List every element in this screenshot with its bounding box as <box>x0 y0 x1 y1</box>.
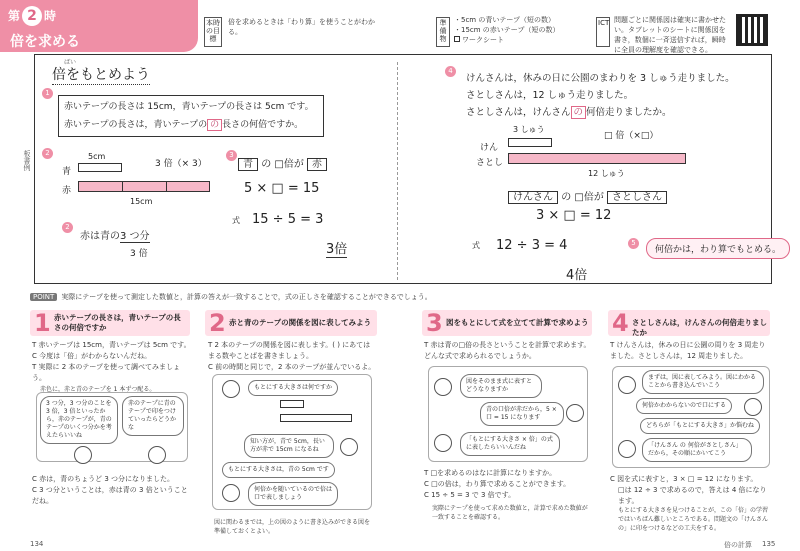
ict-text: 問題ごとに関係図は確実に書かせたい。タブレットのシートに関係図を書き，数個に一斉送信すれば，瞬時に全員の理解度を確認できる。 <box>614 16 726 54</box>
equation-right: 3 × □ = 12 <box>536 208 612 223</box>
times-label-right: □ 倍（×□） <box>604 131 659 141</box>
lesson-number: 第 2 時 <box>8 8 57 24</box>
red-tape <box>78 181 210 192</box>
student-face-icon <box>566 404 584 422</box>
ken-label: けん <box>480 143 499 153</box>
bubble: どちらが「もとにする大きさ」か悩むね <box>640 418 760 434</box>
problem-right: けんさんは，休みの日に公園のまわりを 3 しゅう走りました。 さとしさんは，12 しゅう走りました。 さとしさんは，けんさん の 何倍走りましたか。 <box>466 73 735 118</box>
step-3-marker: 3 <box>226 150 237 161</box>
tape-mark <box>122 181 123 192</box>
page-number-right: 135 <box>762 540 776 548</box>
qr-code-icon[interactable] <box>736 14 768 46</box>
goal-tag: 本時の目標 <box>204 17 222 47</box>
bubble: 「けんさん の 何倍がさとしさん」だから，その順にかいてこう <box>642 438 752 462</box>
red-length: 15cm <box>130 197 153 206</box>
bubble: 図をそのまま式に表すとどうなりますか <box>460 374 542 398</box>
bubble: 3 つ分，3 つ分のことを 3 倍，3 倍といったから，赤のテープが，青のテープのいくつ分かを考えたらいいね <box>40 396 118 444</box>
bubble: 何倍かを随いているので倍は口で表しましょう <box>248 482 338 506</box>
section-3-body: T 赤は青の□倍の長さということを計算で求めます。どんな式で求められるでしょうか。 <box>424 341 591 360</box>
blue-length: 5cm <box>88 152 106 161</box>
satoshi-tape <box>508 153 686 164</box>
note-sub-left: 3 倍 <box>130 249 148 259</box>
board-title: 倍をもとめよう <box>52 64 150 85</box>
section-2-header: 2 赤と青のテープの関係を図に表してみよう <box>205 310 377 336</box>
answer-right: 4倍 <box>566 264 587 284</box>
worksheet-icon <box>454 36 460 42</box>
bubble: もとにする大きさは，青の 5cm です <box>222 462 335 478</box>
formula-left: 15 ÷ 5 = 3 <box>252 212 324 227</box>
diagram-tape <box>280 400 304 408</box>
bubble: 「もとにする大きさ × 倍」の式に表したらいいんだね <box>460 432 560 456</box>
bubble: 何倍かわからないので口にする <box>636 398 732 414</box>
goal-text: 倍を求めるときは「わり算」を使うことがわかる。 <box>228 18 375 36</box>
section-3-tail: T □を求めるのはなに計算になりますか。 C □の倍は，わり算で求めることができます。 C 15 ÷ 5 = 3 で 3 倍です。 <box>424 469 571 499</box>
section-2-foot: 図に関わるまでは，上の図のように書き込みができる図を準備しておくとよい。 <box>214 519 371 535</box>
lesson-title: 倍を求める <box>10 34 80 50</box>
step-note-marker: 2 <box>62 222 73 233</box>
section-4-header: 4 さとしさんは，けんさんの何倍走りましたか <box>608 310 770 336</box>
section-4-tail: C 図を式に表すと，3 × □ = 12 になります。 □は 12 ÷ 3 で求めるので，答えは 4 倍になります。 <box>610 475 767 505</box>
summary-box: 何倍かは，わり算でもとめる。 <box>646 238 790 259</box>
formula-tag-left: 式 <box>232 216 240 225</box>
title-ruby: ばい <box>64 59 77 66</box>
ken-length: 3 しゅう <box>513 125 545 134</box>
student-face-icon <box>434 434 452 452</box>
blue-tape <box>78 163 122 172</box>
materials-list: ・5cm の青いテープ（短の数） ・15cm の赤いテープ（短の数） ワークシート <box>454 16 560 44</box>
ict-tag: ICT <box>596 17 610 47</box>
footer-section: 倍の計算 <box>724 541 752 549</box>
materials-tag: 準備物 <box>436 17 450 47</box>
section-1-header: 1 赤いテープの長さは，青いテープの長さの何倍ですか <box>30 310 190 336</box>
bubble: 知い方が，青で 5cm，長い方が赤で 15cm になるね <box>244 434 334 458</box>
section-1-body: T 赤いテープは 15cm，青いテープは 5cm です。 C 今度は「倍」がわからないんだね。 T 実際に 2 本のテープを使って調べてみましょう。 赤色に，赤と青のテープを 1 本ずつ配る。 <box>32 341 191 393</box>
step-1-marker: 1 <box>42 88 53 99</box>
student-face-icon <box>744 398 762 416</box>
bubble: まずは，図に表してみよう。図にわかることから書き込んでいこう <box>642 370 764 394</box>
section-4-foot: もとにする大きさを見つけることが，この「倍」の学習ではいちばん難しいところである。問題文の「けんさん の」に印をつけるなどの工夫をする。 <box>618 507 769 532</box>
relation-right: けんさん の □倍が さとしさん <box>508 188 667 203</box>
equation-left: 5 × □ = 15 <box>244 181 320 196</box>
satoshi-label: さとし <box>476 158 504 168</box>
point-note: POINT 実際にテープを使って測定した数値と，計算の答えが一致することで，式の正しさを確認することができるでしょう。 <box>30 292 432 302</box>
bubble: もとにする大きさは何ですか <box>248 380 338 396</box>
board-label: 板書例 <box>23 150 31 171</box>
student-face-icon <box>618 440 636 458</box>
tape-mark <box>166 181 167 192</box>
relation-left: 青 の □倍が 赤 <box>238 155 327 170</box>
section-1-tail: C 赤は，青のちょうど 3 つ分になりました。 C 3 つ分ということは，赤は青の 3 倍ということだね。 <box>32 475 188 505</box>
student-face-icon <box>340 438 358 456</box>
satoshi-length: 12 しゅう <box>588 169 625 178</box>
page-number-left: 134 <box>30 540 44 548</box>
formula-right: 12 ÷ 3 = 4 <box>496 238 568 253</box>
step-2-marker: 2 <box>42 148 53 159</box>
ken-tape <box>508 138 552 147</box>
step-4-marker: 4 <box>445 66 456 77</box>
bubble: 青の口倍が赤だから，5 × 口 = 15 になります <box>480 402 564 426</box>
blue-label: 青 <box>62 167 72 177</box>
formula-tag-right: 式 <box>472 241 480 250</box>
note-left: 赤は青の3 つ分 <box>80 231 150 242</box>
student-face-icon <box>74 446 92 464</box>
section-2-body: T 2 本のテープの関係を図に表します。( ) にあてはまる数やことばを書きましょう。 C 前の時間と同じで，2 本のテープが並んでいるよ。 <box>208 341 376 371</box>
times-label-left: 3 倍（× 3） <box>155 159 207 169</box>
problem-box-left: 赤いテープの長さは 15cm，青いテープの長さは 5cm です。 赤いテープの長さは，青いテープの の 長さの何倍ですか。 <box>58 95 324 137</box>
teacher-face-icon <box>222 484 240 502</box>
teacher-face-icon <box>434 378 452 396</box>
diagram-tape <box>280 414 352 422</box>
red-label: 赤 <box>62 186 72 196</box>
board-divider <box>397 62 398 280</box>
answer-left: 3倍 <box>326 238 347 258</box>
section-4-body: T けんさんは，休みの日に公園の周りを 3 周走りました。さとしさんは，12 周走りました。 <box>610 341 766 360</box>
section-3-foot: 実際にテープを使って求めた数値と，計算で求めた数値が一致することを確認する。 <box>432 505 588 521</box>
teacher-face-icon <box>222 380 240 398</box>
bubble: 赤のテープに青のテープで印をつけていったらどうかな <box>122 396 184 436</box>
step-5-marker: 5 <box>628 238 639 249</box>
section-3-header: 3 図をもとにして式を立てて計算で求めよう <box>422 310 592 336</box>
student-face-icon <box>148 446 166 464</box>
teacher-face-icon <box>618 376 636 394</box>
